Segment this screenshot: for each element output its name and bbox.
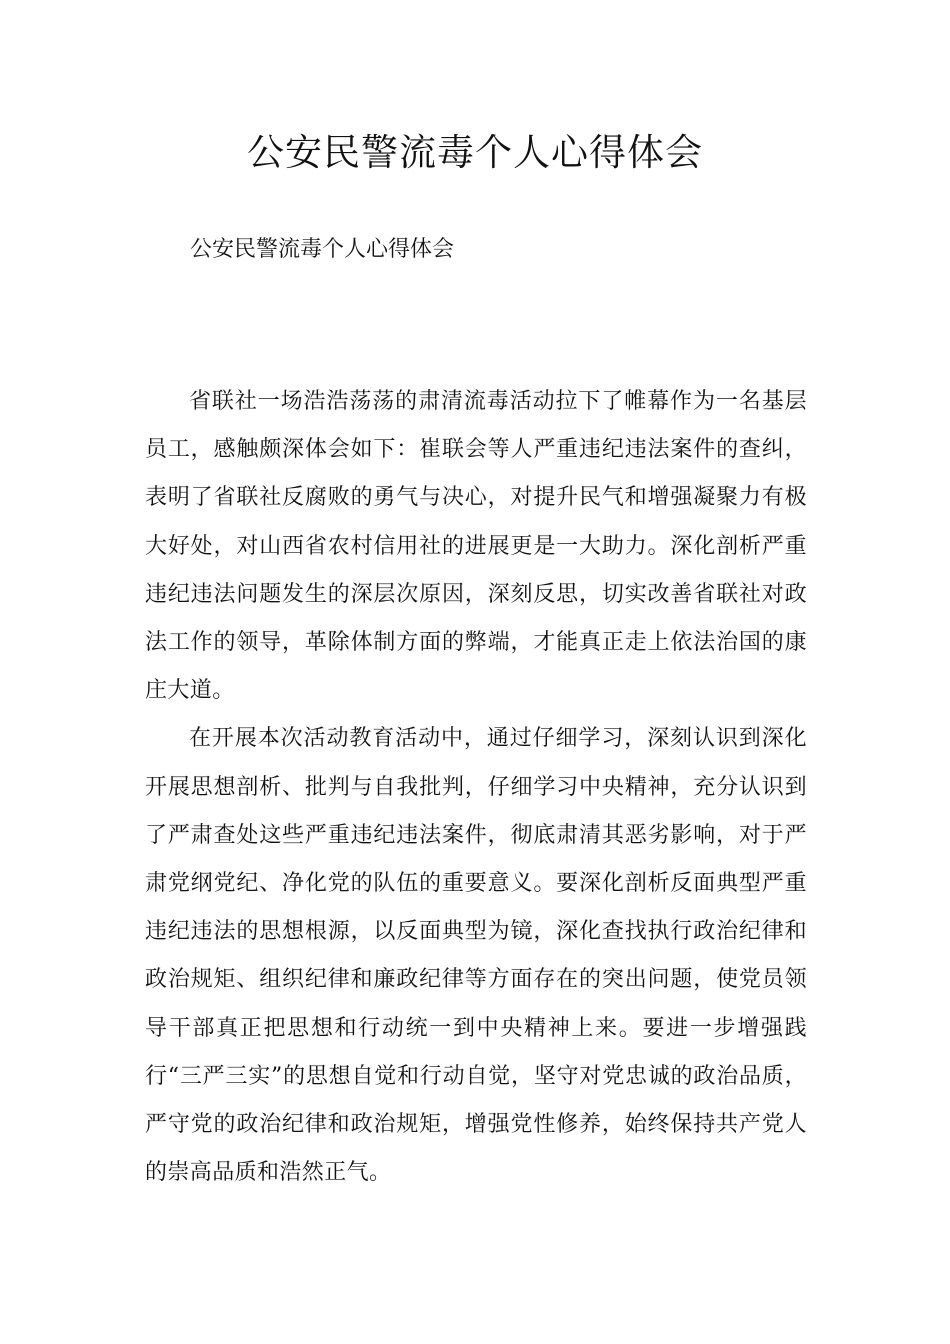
body-paragraph-2: 在开展本次活动教育活动中，通过仔细学习，深刻认识到深化开展思想剖析、批判与自我批判，仔细学习中央精神，充分认识到了严肃查处这些严重违纪违法案件，彻底肃清其恶劣影响，对于严肃党纲党纪、净化党的队伍的重要意义。要深化剖析反面典型严重违纪违法的思想根源，以反面典型为镜，深化查找执行政治纪律和政治规矩、组织纪律和廉政纪律等方面存在的突出问题，使党员领导干部真正把思想和行动统一到中央精神上来。要进一步增强践行“三严三实”的思想自觉和行动自觉，坚守对党忠诚的政治品质，严守党的政治纪律和政治规矩，增强党性修养，始终保持共产党人的崇高品质和浩然正气。 xyxy=(145,726,807,1186)
document-body xyxy=(145,378,807,1197)
document-subtitle: 公安民警流毒个人心得体会 xyxy=(190,237,455,262)
body-paragraph-1: 省联社一场浩浩荡荡的肃清流毒活动拉下了帷幕作为一名基层员工，感触颇深体会如下：崔联会等人严重违纪违法案件的查纠，表明了省联社反腐败的勇气与决心，对提升民气和增强凝聚力有极大好处，对山西省农村信用社的进展更是一大助力。深化剖析严重违纪违法问题发生的深层次原因，深刻反思，切实改善省联社对政法工作的领导，革除体制方面的弊端，才能真正走上依法治国的康庄大道。 xyxy=(145,389,807,704)
document-title: 公安民警流毒个人心得体会 xyxy=(247,131,703,174)
